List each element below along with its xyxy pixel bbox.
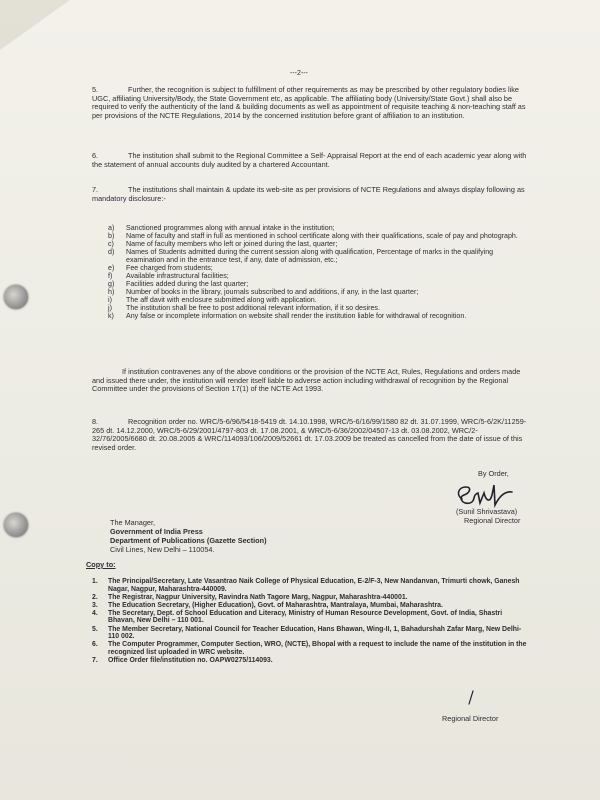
contravene-paragraph: If institution contravenes any of the above conditions or the provision of the NCTE Act, Rules, Regulations and orders made and issued there under, the institution will render itself liable to adverse action including withdrawal of recognition by the Regional Committee under the provisions of Section 17(1) of the NCTE Act 1993.	[92, 367, 521, 394]
punch-hole-top	[4, 285, 28, 309]
paragraph-text: The institutions shall maintain & update its web-site as per provisions of NCTE Regulations and always display following as mandatory disclosure:-	[92, 185, 525, 203]
punch-hole-bottom	[4, 513, 28, 537]
signatory-title: Regional Director	[464, 516, 521, 525]
paragraph-number: 5.	[92, 85, 99, 94]
paragraph-text: Further, the recognition is subject to fulfillment of other requirements as may be prescribed by other regulatory bodies like UGC, affiliating University/Body, the State Government etc, as applicable. The affiliating body (University/State Govt.) shall also be required to verify the authenticity of the land & building documents as well as appointment of requisite teaching & non-teaching staff as per provisions of the NCTE Regulations, 2014 by the concerned institution before grant of affiliation to an institution.	[92, 85, 526, 120]
paragraph-text: The institution shall submit to the Regional Committee a Self- Appraisal Report at the end of each academic year along with the statement of annual accounts duly audited by a chartered Accountant.	[92, 151, 527, 169]
list-item: k) Any false or incomplete information on website shall render the institution liable for withdrawal of recognition.	[108, 312, 467, 320]
list-item: 4. The Secretary, Dept. of School Education and Literacy, Ministry of Human Resource Development, Govt. of India, Shastri Bhavan, New Delhi – 110 001.	[92, 609, 503, 625]
by-order-text: By Order,	[478, 469, 509, 478]
addressee-line: The Manager,	[110, 518, 156, 527]
list-item: 5. The Member Secretary, National Council for Teacher Education, Hans Bhawan, Wing-II, 1, Bahadurshah Zafar Marg, New Delhi-110 002.	[92, 625, 522, 641]
initial-mark	[466, 690, 476, 706]
copy-to-label: Copy to:	[86, 560, 116, 569]
list-item: 2. The Registrar, Nagpur University, Ravindra Nath Tagore Marg, Nagpur, Maharashtra-440001.	[92, 593, 408, 601]
paragraph-6	[92, 152, 528, 169]
folded-corner	[0, 0, 70, 50]
paragraph-number: 7.	[92, 185, 99, 194]
list-item: b) Name of faculty and staff in full as mentioned in school certificate along with their qualifications, scale of pay and photograph.	[108, 232, 518, 240]
paragraph-7	[92, 186, 528, 203]
paragraph-8	[92, 418, 528, 452]
footer-regional-director: Regional Director	[442, 714, 499, 723]
paragraph-number: 6.	[92, 151, 99, 160]
list-item: a) Sanctioned programmes along with annual intake in the institution;	[108, 224, 335, 232]
signatory-name: (Sunil Shrivastava)	[456, 507, 518, 516]
list-item: j) The institution shall be free to post additional relevant information, if it so desires.	[108, 304, 380, 312]
copy-to-list	[92, 578, 528, 665]
list-item: i) The aff davit with enclosure submitted along with application.	[108, 296, 317, 304]
list-item: 3. The Education Secretary, (Higher Education), Govt. of Maharashtra, Mantralaya, Mumbai, Maharashtra.	[92, 601, 443, 609]
list-item: h) Number of books in the library, journals subscribed to and additions, if any, in the last quarter;	[108, 288, 419, 296]
disclosure-list	[108, 224, 528, 320]
addressee-line: Department of Publications (Gazette Section)	[110, 536, 267, 545]
addressee-block	[110, 518, 267, 554]
paragraph-number: 8.	[92, 417, 99, 426]
addressee-line: Government of India Press	[110, 527, 203, 536]
list-item: g) Facilities added during the last quarter;	[108, 280, 249, 288]
list-item: d) Names of Students admitted during the current session along with qualification, Percentage of marks in the qualifying examination and in the entrance test, if any, date of admission, etc.;	[108, 248, 494, 264]
page-number: ---2---	[290, 70, 308, 77]
list-item: c) Name of faculty members who left or joined during the last, quarter;	[108, 240, 338, 248]
list-item: f) Available infrastructural facilities;	[108, 272, 229, 280]
list-item: 1. The Principal/Secretary, Late Vasantrao Naik College of Physical Education, E-2/F-3, New Nandanvan, Trimurti chowk, Ganesh Nagar, Nagpur, Maharashtra-440009.	[92, 578, 520, 593]
list-item: e) Fee charged from students;	[108, 264, 213, 272]
list-item: 6. The Computer Programmer, Computer Section, WRO, (NCTE), Bhopal with a request to include the name of the institution in the recognized list uploaded in WRC website.	[92, 641, 527, 656]
paragraph-text: Recognition order no. WRC/5-6/96/5418-5419 dt. 14.10.1998, WRC/5-6/16/99/1580 82 dt. 31.07.1999, WRC/5-6/2K/11259-265 dt. 14.12.2000, WRC/5-6/29/2001/4797-803 dt. 17.08.2001, & WRC/5-6/36/2002/04507-13 dt. 03.08.2002, WRC/2-32/76/2005/6680 dt. 20.08.2005 & WRC/114093/106/2009/52661 dt. 17.03.2009 be treated as cancelled from the date of issue of this revised order.	[92, 417, 527, 452]
list-item: 7. Office Order file/institution no. OAPW0275/114093.	[92, 656, 273, 664]
addressee-line: Civil Lines, New Delhi – 110054.	[110, 545, 215, 554]
paragraph-5	[92, 86, 528, 120]
